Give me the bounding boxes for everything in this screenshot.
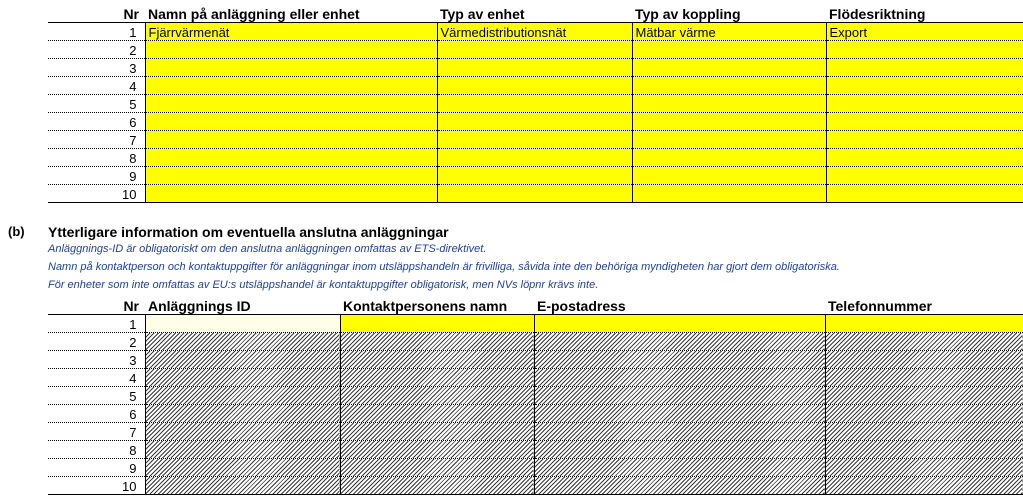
table-row	[48, 22, 1023, 40]
table-row	[48, 94, 1023, 112]
unit-type-cell[interactable]	[437, 94, 632, 112]
flow-direction-cell[interactable]	[826, 184, 1023, 202]
info-note: Anläggnings-ID är obligatoriskt om den anslutna anläggningen omfattas av ETS-direktivet.	[48, 243, 487, 255]
contact-name-cell	[340, 332, 534, 350]
email-cell	[534, 404, 825, 422]
email-cell	[534, 476, 825, 494]
row-number: 1	[48, 22, 145, 40]
name-cell[interactable]	[145, 112, 437, 130]
phone-cell	[825, 476, 1023, 494]
installation-id-cell[interactable]	[145, 314, 340, 332]
flow-direction-cell[interactable]	[826, 76, 1023, 94]
row-number: 8	[48, 440, 145, 458]
unit-type-cell[interactable]	[437, 58, 632, 76]
info-note: För enheter som inte omfattas av EU:s utsläppshandel är kontaktuppgifter obligatorisk, men NVs löpnr krävs inte.	[48, 279, 599, 291]
installation-id-cell	[145, 368, 340, 386]
connection-type-cell[interactable]	[632, 130, 826, 148]
row-number: 1	[48, 314, 145, 332]
flow-direction-cell[interactable]	[826, 58, 1023, 76]
email-cell	[534, 350, 825, 368]
phone-cell[interactable]	[825, 314, 1023, 332]
phone-cell	[825, 386, 1023, 404]
connection-type-cell[interactable]	[632, 148, 826, 166]
installation-id-cell	[145, 458, 340, 476]
row-number: 5	[48, 386, 145, 404]
email-cell	[534, 440, 825, 458]
email-cell	[534, 458, 825, 476]
row-number: 5	[48, 94, 145, 112]
connection-type-cell[interactable]	[632, 94, 826, 112]
connection-type-cell[interactable]	[632, 58, 826, 76]
row-number: 3	[48, 350, 145, 368]
column-header-nr: Nr	[48, 4, 145, 22]
unit-type-cell[interactable]: Värmedistributionsnät	[437, 22, 632, 40]
contact-name-cell	[340, 422, 534, 440]
flow-direction-cell[interactable]	[826, 112, 1023, 130]
installation-id-cell	[145, 332, 340, 350]
column-header-name: Namn på anläggning eller enhet	[145, 4, 437, 22]
table-row	[48, 332, 1023, 350]
unit-type-cell[interactable]	[437, 148, 632, 166]
email-cell[interactable]	[534, 314, 825, 332]
email-cell	[534, 368, 825, 386]
unit-type-cell[interactable]	[437, 166, 632, 184]
row-number: 3	[48, 58, 145, 76]
unit-type-cell[interactable]	[437, 40, 632, 58]
contact-name-cell	[340, 476, 534, 494]
contact-name-cell	[340, 458, 534, 476]
row-number: 10	[48, 184, 145, 202]
column-header-connection-type: Typ av koppling	[632, 4, 826, 22]
phone-cell	[825, 458, 1023, 476]
table-row	[48, 58, 1023, 76]
column-header-email: E-postadress	[534, 296, 825, 314]
connection-type-cell[interactable]: Mätbar värme	[632, 22, 826, 40]
table-row	[48, 404, 1023, 422]
name-cell[interactable]	[145, 148, 437, 166]
email-cell	[534, 386, 825, 404]
connection-type-cell[interactable]	[632, 184, 826, 202]
table-row	[48, 314, 1023, 332]
row-number: 10	[48, 476, 145, 494]
table-row	[48, 76, 1023, 94]
flow-direction-cell[interactable]: Export	[826, 22, 1023, 40]
flow-direction-cell[interactable]	[826, 94, 1023, 112]
name-cell[interactable]	[145, 40, 437, 58]
table-row	[48, 422, 1023, 440]
connection-type-cell[interactable]	[632, 76, 826, 94]
name-cell[interactable]	[145, 166, 437, 184]
unit-type-cell[interactable]	[437, 184, 632, 202]
table-header-row	[48, 4, 1023, 22]
contact-name-cell	[340, 404, 534, 422]
installation-id-cell	[145, 350, 340, 368]
flow-direction-cell[interactable]	[826, 40, 1023, 58]
column-header-flow-direction: Flödesriktning	[826, 4, 1023, 22]
row-number: 8	[48, 148, 145, 166]
contact-name-cell	[340, 386, 534, 404]
column-header-installation-id: Anläggnings ID	[145, 296, 340, 314]
name-cell[interactable]	[145, 58, 437, 76]
table-row	[48, 130, 1023, 148]
table-row	[48, 386, 1023, 404]
connection-type-cell[interactable]	[632, 112, 826, 130]
table-row	[48, 184, 1023, 202]
table-row	[48, 350, 1023, 368]
phone-cell	[825, 332, 1023, 350]
email-cell	[534, 422, 825, 440]
name-cell[interactable]	[145, 94, 437, 112]
contact-name-cell	[340, 350, 534, 368]
info-note: Namn på kontaktperson och kontaktuppgifter för anläggningar inom utsläppshandeln är frivilliga, såvida inte den behöriga myndigheten har gjort dem obligatoriska.	[48, 261, 840, 273]
table-row	[48, 112, 1023, 130]
installation-id-cell	[145, 440, 340, 458]
table-row	[48, 476, 1023, 494]
installation-id-cell	[145, 386, 340, 404]
unit-type-cell[interactable]	[437, 130, 632, 148]
name-cell[interactable]	[145, 184, 437, 202]
connected-installations-table	[48, 4, 1023, 203]
table-row	[48, 458, 1023, 476]
phone-cell	[825, 350, 1023, 368]
column-header-unit-type: Typ av enhet	[437, 4, 632, 22]
name-cell[interactable]: Fjärrvärmenät	[145, 22, 437, 40]
contact-name-cell	[340, 368, 534, 386]
row-number: 9	[48, 166, 145, 184]
row-number: 4	[48, 368, 145, 386]
unit-type-cell[interactable]	[437, 76, 632, 94]
installation-id-cell	[145, 422, 340, 440]
row-number: 2	[48, 40, 145, 58]
column-header-contact-name: Kontaktpersonens namn	[340, 296, 534, 314]
row-number: 7	[48, 422, 145, 440]
row-number: 7	[48, 130, 145, 148]
phone-cell	[825, 368, 1023, 386]
column-header-phone: Telefonnummer	[825, 296, 1023, 314]
row-number: 4	[48, 76, 145, 94]
flow-direction-cell[interactable]	[826, 130, 1023, 148]
row-number: 2	[48, 332, 145, 350]
table-row	[48, 166, 1023, 184]
installation-id-cell	[145, 476, 340, 494]
phone-cell	[825, 404, 1023, 422]
name-cell[interactable]	[145, 130, 437, 148]
installation-id-cell	[145, 404, 340, 422]
flow-direction-cell[interactable]	[826, 148, 1023, 166]
row-number: 9	[48, 458, 145, 476]
table-row	[48, 148, 1023, 166]
table-header-row	[48, 296, 1023, 314]
contact-name-cell[interactable]	[340, 314, 534, 332]
connection-type-cell[interactable]	[632, 166, 826, 184]
email-cell	[534, 332, 825, 350]
section-title: Ytterligare information om eventuella anslutna anläggningar	[48, 224, 449, 240]
section-label: (b)	[8, 224, 25, 239]
flow-direction-cell[interactable]	[826, 166, 1023, 184]
table-row	[48, 440, 1023, 458]
phone-cell	[825, 422, 1023, 440]
row-number: 6	[48, 404, 145, 422]
table-row	[48, 40, 1023, 58]
column-header-nr: Nr	[48, 296, 145, 314]
name-cell[interactable]	[145, 76, 437, 94]
contact-name-cell	[340, 440, 534, 458]
contact-info-table	[48, 296, 1023, 495]
table-row	[48, 368, 1023, 386]
phone-cell	[825, 440, 1023, 458]
row-number: 6	[48, 112, 145, 130]
connection-type-cell[interactable]	[632, 40, 826, 58]
unit-type-cell[interactable]	[437, 112, 632, 130]
